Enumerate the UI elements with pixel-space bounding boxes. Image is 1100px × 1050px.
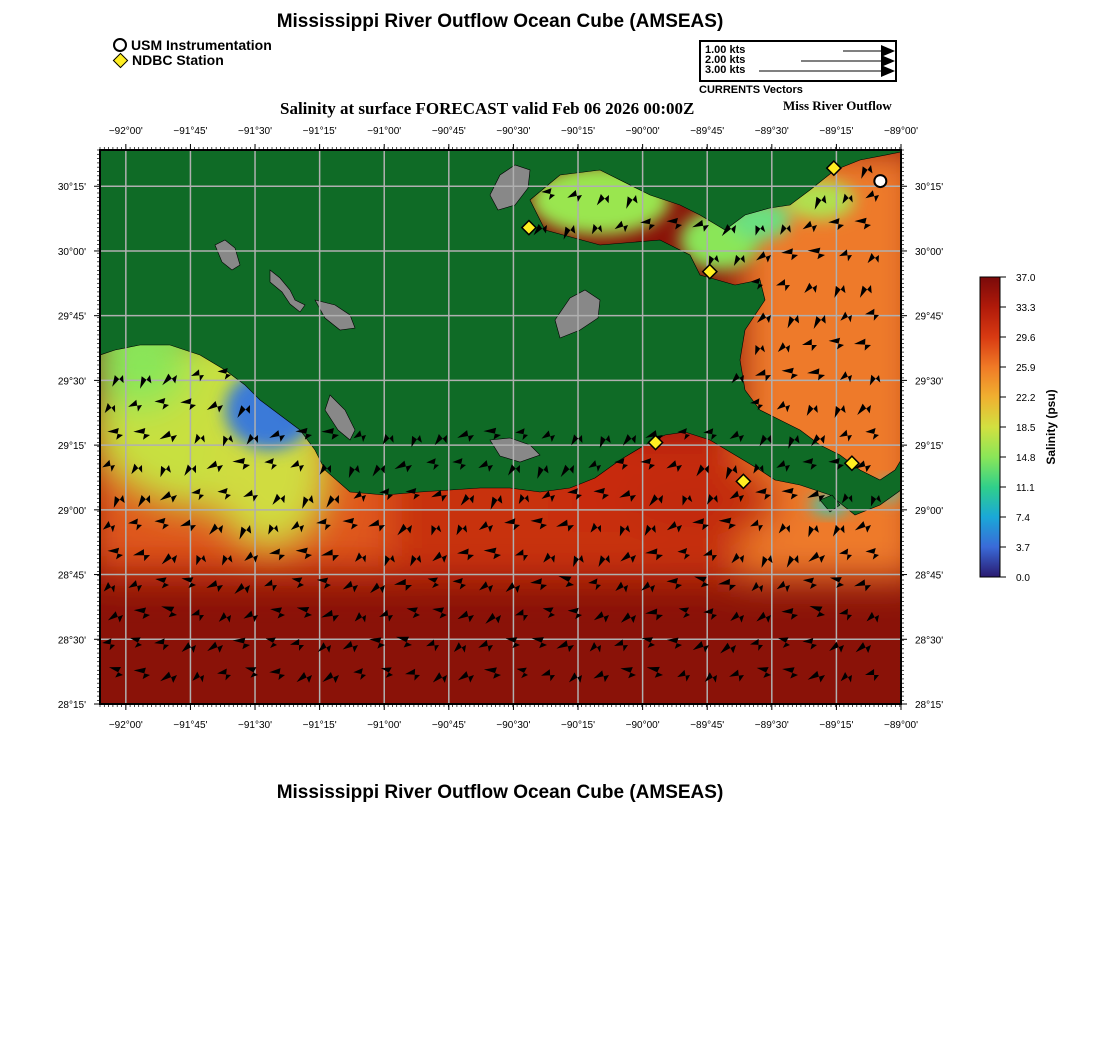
lat-label-left: 29°15' [57,441,86,453]
lon-label-top: −91°45' [173,126,208,137]
lon-label-bottom: −89°00' [884,720,918,731]
lon-label-top: −90°30' [496,126,531,137]
lon-label-bottom: −89°30' [754,720,789,731]
lon-label-bottom: −90°15' [561,720,596,731]
vector-scale-label: 1.00 kts [705,44,746,56]
lon-label-top: −90°45' [431,126,466,137]
lat-label-right: 30°00' [915,246,944,258]
lat-label-right: 29°30' [915,376,944,388]
lon-label-top: −89°15' [819,126,854,137]
vector-scale-label: 3.00 kts [705,64,746,76]
lat-label-right: 28°15' [915,700,944,711]
lon-label-top: −90°15' [561,126,596,137]
lon-label-top: −91°15' [302,126,337,137]
lat-label-left: 29°45' [57,311,86,323]
lat-label-right: 28°30' [915,635,944,647]
lat-label-right: 28°45' [915,570,944,582]
colorbar-tick-label: 22.2 [1016,393,1036,404]
colorbar-tick-label: 3.7 [1016,543,1030,554]
lat-label-left: 30°00' [57,246,86,258]
lon-label-bottom: −91°45' [173,720,208,731]
bottom-title: Mississippi River Outflow Ocean Cube (AMSEAS) [276,782,724,803]
map-subtitle-right: Miss River Outflow [783,98,892,113]
lon-label-top: −92°00' [108,126,143,137]
lat-label-left: 28°30' [57,635,86,647]
salinity-colorbar [980,273,1058,584]
colorbar-tick-label: 0.0 [1016,573,1030,584]
colorbar-tick-label: 11.1 [1016,483,1035,494]
lat-label-right: 29°15' [915,441,944,453]
lon-label-bottom: −89°15' [819,720,854,731]
colorbar-tick-label: 33.3 [1016,303,1036,314]
lat-label-left: 30°15' [57,182,86,194]
lon-label-bottom: −90°00' [625,720,660,731]
lon-label-top: −89°30' [754,126,789,137]
lon-label-bottom: −89°45' [690,720,725,731]
colorbar-tick-label: 18.5 [1016,423,1036,434]
vector-scale-label: 2.00 kts [705,54,746,66]
colorbar-tick-label: 25.9 [1016,363,1036,374]
lat-label-right: 30°15' [915,182,944,194]
lat-label-left: 28°15' [57,700,86,711]
lat-label-left: 28°45' [57,570,86,582]
colorbar-tick-label: 14.8 [1016,453,1036,464]
lon-label-bottom: −91°15' [302,720,337,731]
lon-label-top: −91°30' [238,126,273,137]
lon-label-bottom: −91°00' [367,720,402,731]
usm-legend-label: USM Instrumentation [131,37,272,53]
lat-label-left: 29°30' [57,376,86,388]
lon-label-bottom: −91°30' [238,720,273,731]
colorbar-tick-label: 29.6 [1016,333,1036,344]
ndbc-legend-label: NDBC Station [132,52,224,68]
usm-instrument-marker [874,175,886,187]
page-title: Mississippi River Outflow Ocean Cube (AMSEAS) [276,11,724,32]
colorbar-scale [980,277,1000,577]
lon-label-top: −90°00' [625,126,660,137]
lat-label-right: 29°00' [915,505,944,517]
lon-label-bottom: −90°45' [431,720,466,731]
colorbar-tick-label: 37.0 [1016,273,1036,284]
map-subtitle: Salinity at surface FORECAST valid Feb 06 2026 00:00Z [280,99,695,118]
lon-label-top: −91°00' [367,126,402,137]
salinity-field [90,150,920,704]
lon-label-bottom: −90°30' [496,720,531,731]
colorbar-tick-label: 7.4 [1016,513,1030,524]
vector-legend-caption: CURRENTS Vectors [699,84,803,96]
lon-label-bottom: −92°00' [108,720,143,731]
lat-label-right: 29°45' [915,311,944,323]
lon-label-top: −89°00' [884,126,918,137]
lon-label-top: −89°45' [690,126,725,137]
lat-label-left: 29°00' [57,505,86,517]
colorbar-label: Salinity (psu) [1044,389,1058,465]
